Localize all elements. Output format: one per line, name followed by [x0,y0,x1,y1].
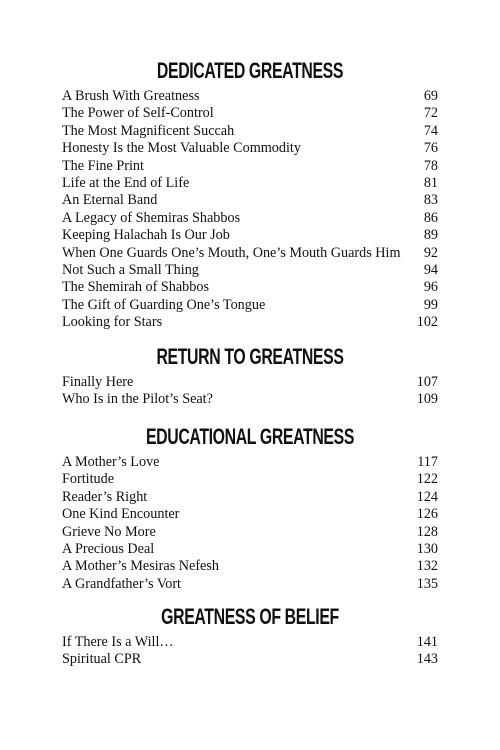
toc-entry[interactable] [0,262,500,279]
toc-entry[interactable] [0,541,500,558]
entry-page-number: 69 [423,88,438,104]
entry-title: A Legacy of Shemiras Shabbos [62,209,241,226]
entry-title: Spiritual CPR [62,651,142,668]
toc-entry[interactable] [0,105,500,122]
toc-section [0,602,500,669]
toc-entry[interactable] [0,140,500,157]
toc-section [0,422,500,593]
entry-title: Looking for Stars [62,314,163,331]
toc-entry[interactable] [0,454,500,471]
entry-title: A Brush With Greatness [62,88,200,104]
entry-title: If There Is a Will… [62,634,174,650]
entry-title: The Most Magnificent Succah [62,122,235,139]
entry-page-number: 99 [423,296,438,313]
entry-page-number: 132 [416,558,438,575]
toc-entry[interactable] [0,279,500,296]
entry-page-number: 109 [416,391,438,408]
entry-title: When One Guards One’s Mouth, One’s Mouth Guards Him [62,244,401,261]
entry-page-number: 72 [423,105,438,122]
toc-entry[interactable] [0,158,500,175]
toc-entry[interactable] [0,576,500,593]
toc-entry[interactable] [0,391,500,408]
entry-title: A Mother’s Mesiras Nefesh [62,558,219,575]
entry-title: Fortitude [62,471,115,488]
entry-title: A Mother’s Love [62,454,160,470]
entry-title: Grieve No More [62,523,156,540]
entry-list [0,634,500,669]
entry-page-number: 135 [416,575,438,592]
entry-page-number: 89 [423,227,438,244]
entry-title: Not Such a Small Thing [62,261,199,278]
entry-title: A Precious Deal [62,540,155,557]
toc-entry[interactable] [0,245,500,262]
entry-title: A Grandfather’s Vort [62,575,181,592]
entry-page-number: 128 [416,523,438,540]
section-heading: EDUCATIONAL GREATNESS [145,424,355,449]
entry-title: Who Is in the Pilot’s Seat? [62,391,213,408]
toc-section [0,342,500,409]
entry-title: Keeping Halachah Is Our Job [62,227,230,244]
entry-page-number: 83 [423,192,438,209]
entry-page-number: 141 [416,634,438,650]
entry-title: Life at the End of Life [62,174,190,191]
entry-list [0,374,500,409]
toc-entry[interactable] [0,524,500,541]
toc-entry[interactable] [0,506,500,523]
toc-entry[interactable] [0,192,500,209]
entry-page-number: 130 [416,540,438,557]
entry-page-number: 143 [416,651,438,668]
entry-title: One Kind Encounter [62,506,180,523]
entry-page-number: 117 [417,454,438,470]
toc-entry[interactable] [0,123,500,140]
entry-page-number: 94 [423,261,438,278]
toc-entry[interactable] [0,651,500,668]
entry-page-number: 78 [423,157,438,174]
entry-title: An Eternal Band [62,192,158,209]
section-heading: GREATNESS OF BELIEF [161,604,339,629]
entry-page-number: 122 [416,471,438,488]
entry-page-number: 92 [423,244,438,261]
toc-entry[interactable] [0,210,500,227]
entry-title: The Shemirah of Shabbos [62,279,209,296]
entry-title: Finally Here [62,374,134,390]
toc-entry[interactable] [0,489,500,506]
entry-page-number: 86 [423,209,438,226]
entry-page-number: 96 [423,279,438,296]
toc-entry[interactable] [0,175,500,192]
entry-page-number: 81 [423,174,438,191]
entry-page-number: 102 [416,314,438,331]
entry-page-number: 76 [423,140,438,157]
toc-entry[interactable] [0,471,500,488]
toc-entry[interactable] [0,227,500,244]
entry-list [0,454,500,593]
entry-list [0,88,500,331]
entry-title: The Gift of Guarding One’s Tongue [62,296,266,313]
entry-title: The Power of Self-Control [62,105,214,122]
entry-page-number: 124 [416,488,438,505]
toc-entry[interactable] [0,297,500,314]
entry-page-number: 74 [423,122,438,139]
entry-title: Reader’s Right [62,488,148,505]
toc-section [0,56,500,331]
section-heading: DEDICATED GREATNESS [156,58,344,83]
section-heading: RETURN TO GREATNESS [156,344,344,369]
entry-title: Honesty Is the Most Valuable Commodity [62,140,301,157]
entry-title: The Fine Print [62,157,144,174]
toc-entry[interactable] [0,634,500,651]
toc-entry[interactable] [0,558,500,575]
toc-entry[interactable] [0,374,500,391]
toc-entry[interactable] [0,88,500,105]
toc-entry[interactable] [0,314,500,331]
entry-page-number: 126 [416,506,438,523]
entry-page-number: 107 [416,374,438,390]
